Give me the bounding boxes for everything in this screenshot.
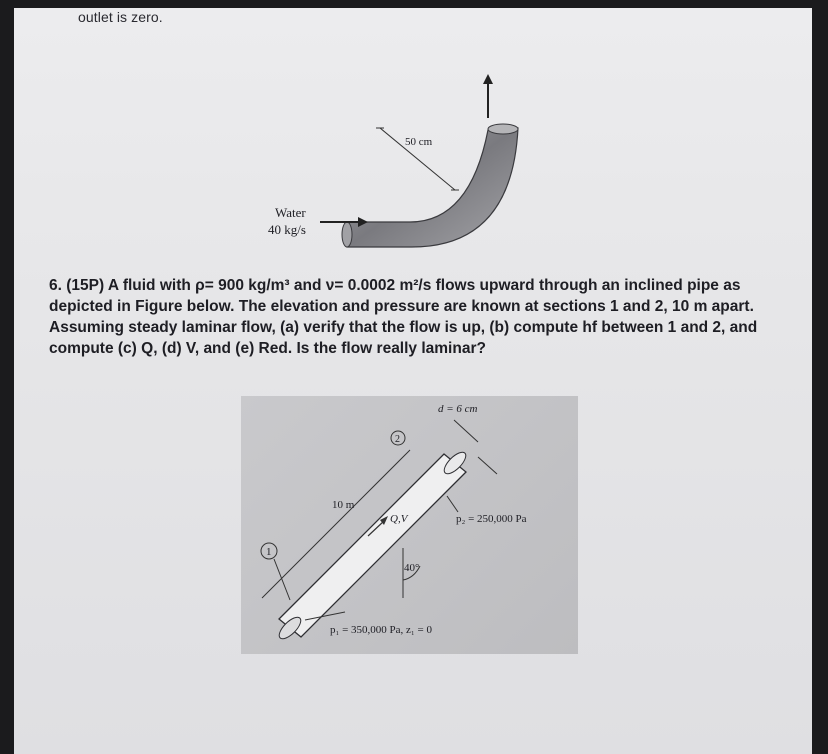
problem-statement: A fluid with ρ= 900 kg/m³ and ν= 0.0002 m²/s flows upward through an inclined pipe as depicted in Figure below. The elevation and pressure are known at sections 1 and 2, 10 m apart. Assuming steady laminar flow, (a) verify that the flow is up, (b) compute hf between 1 and 2, and compute (c) Q, (d) V, and (e) Red. Is the flow really laminar?: [49, 277, 758, 357]
section-1-leader: [274, 559, 290, 600]
p1-label: p₁ = 350,000 Pa, z₁ = 0: [330, 624, 432, 636]
length-label: 10 m: [332, 499, 355, 511]
flow-rate-label: 40 kg/s: [268, 222, 306, 237]
flow-label: Q,V: [390, 513, 408, 525]
angle-label: 40°: [404, 562, 420, 574]
problem-number: 6.: [49, 277, 62, 294]
section-1-label: 1: [266, 546, 272, 558]
section-2-label: 2: [395, 434, 400, 445]
water-label: Water: [275, 205, 306, 220]
inclined-pipe: [279, 454, 466, 637]
pipe-diameter-leader: [454, 420, 478, 442]
problem-points: (15P): [66, 277, 105, 294]
pipe-diameter-tick: [478, 457, 497, 474]
pipe-diameter-label: d = 6 cm: [438, 403, 478, 415]
p2-leader: [447, 496, 458, 512]
elbow-diameter-label: 50 cm: [405, 136, 433, 148]
p2-label: p₂ = 250,000 Pa: [456, 513, 527, 525]
previous-problem-text: outlet is zero.: [78, 9, 163, 25]
